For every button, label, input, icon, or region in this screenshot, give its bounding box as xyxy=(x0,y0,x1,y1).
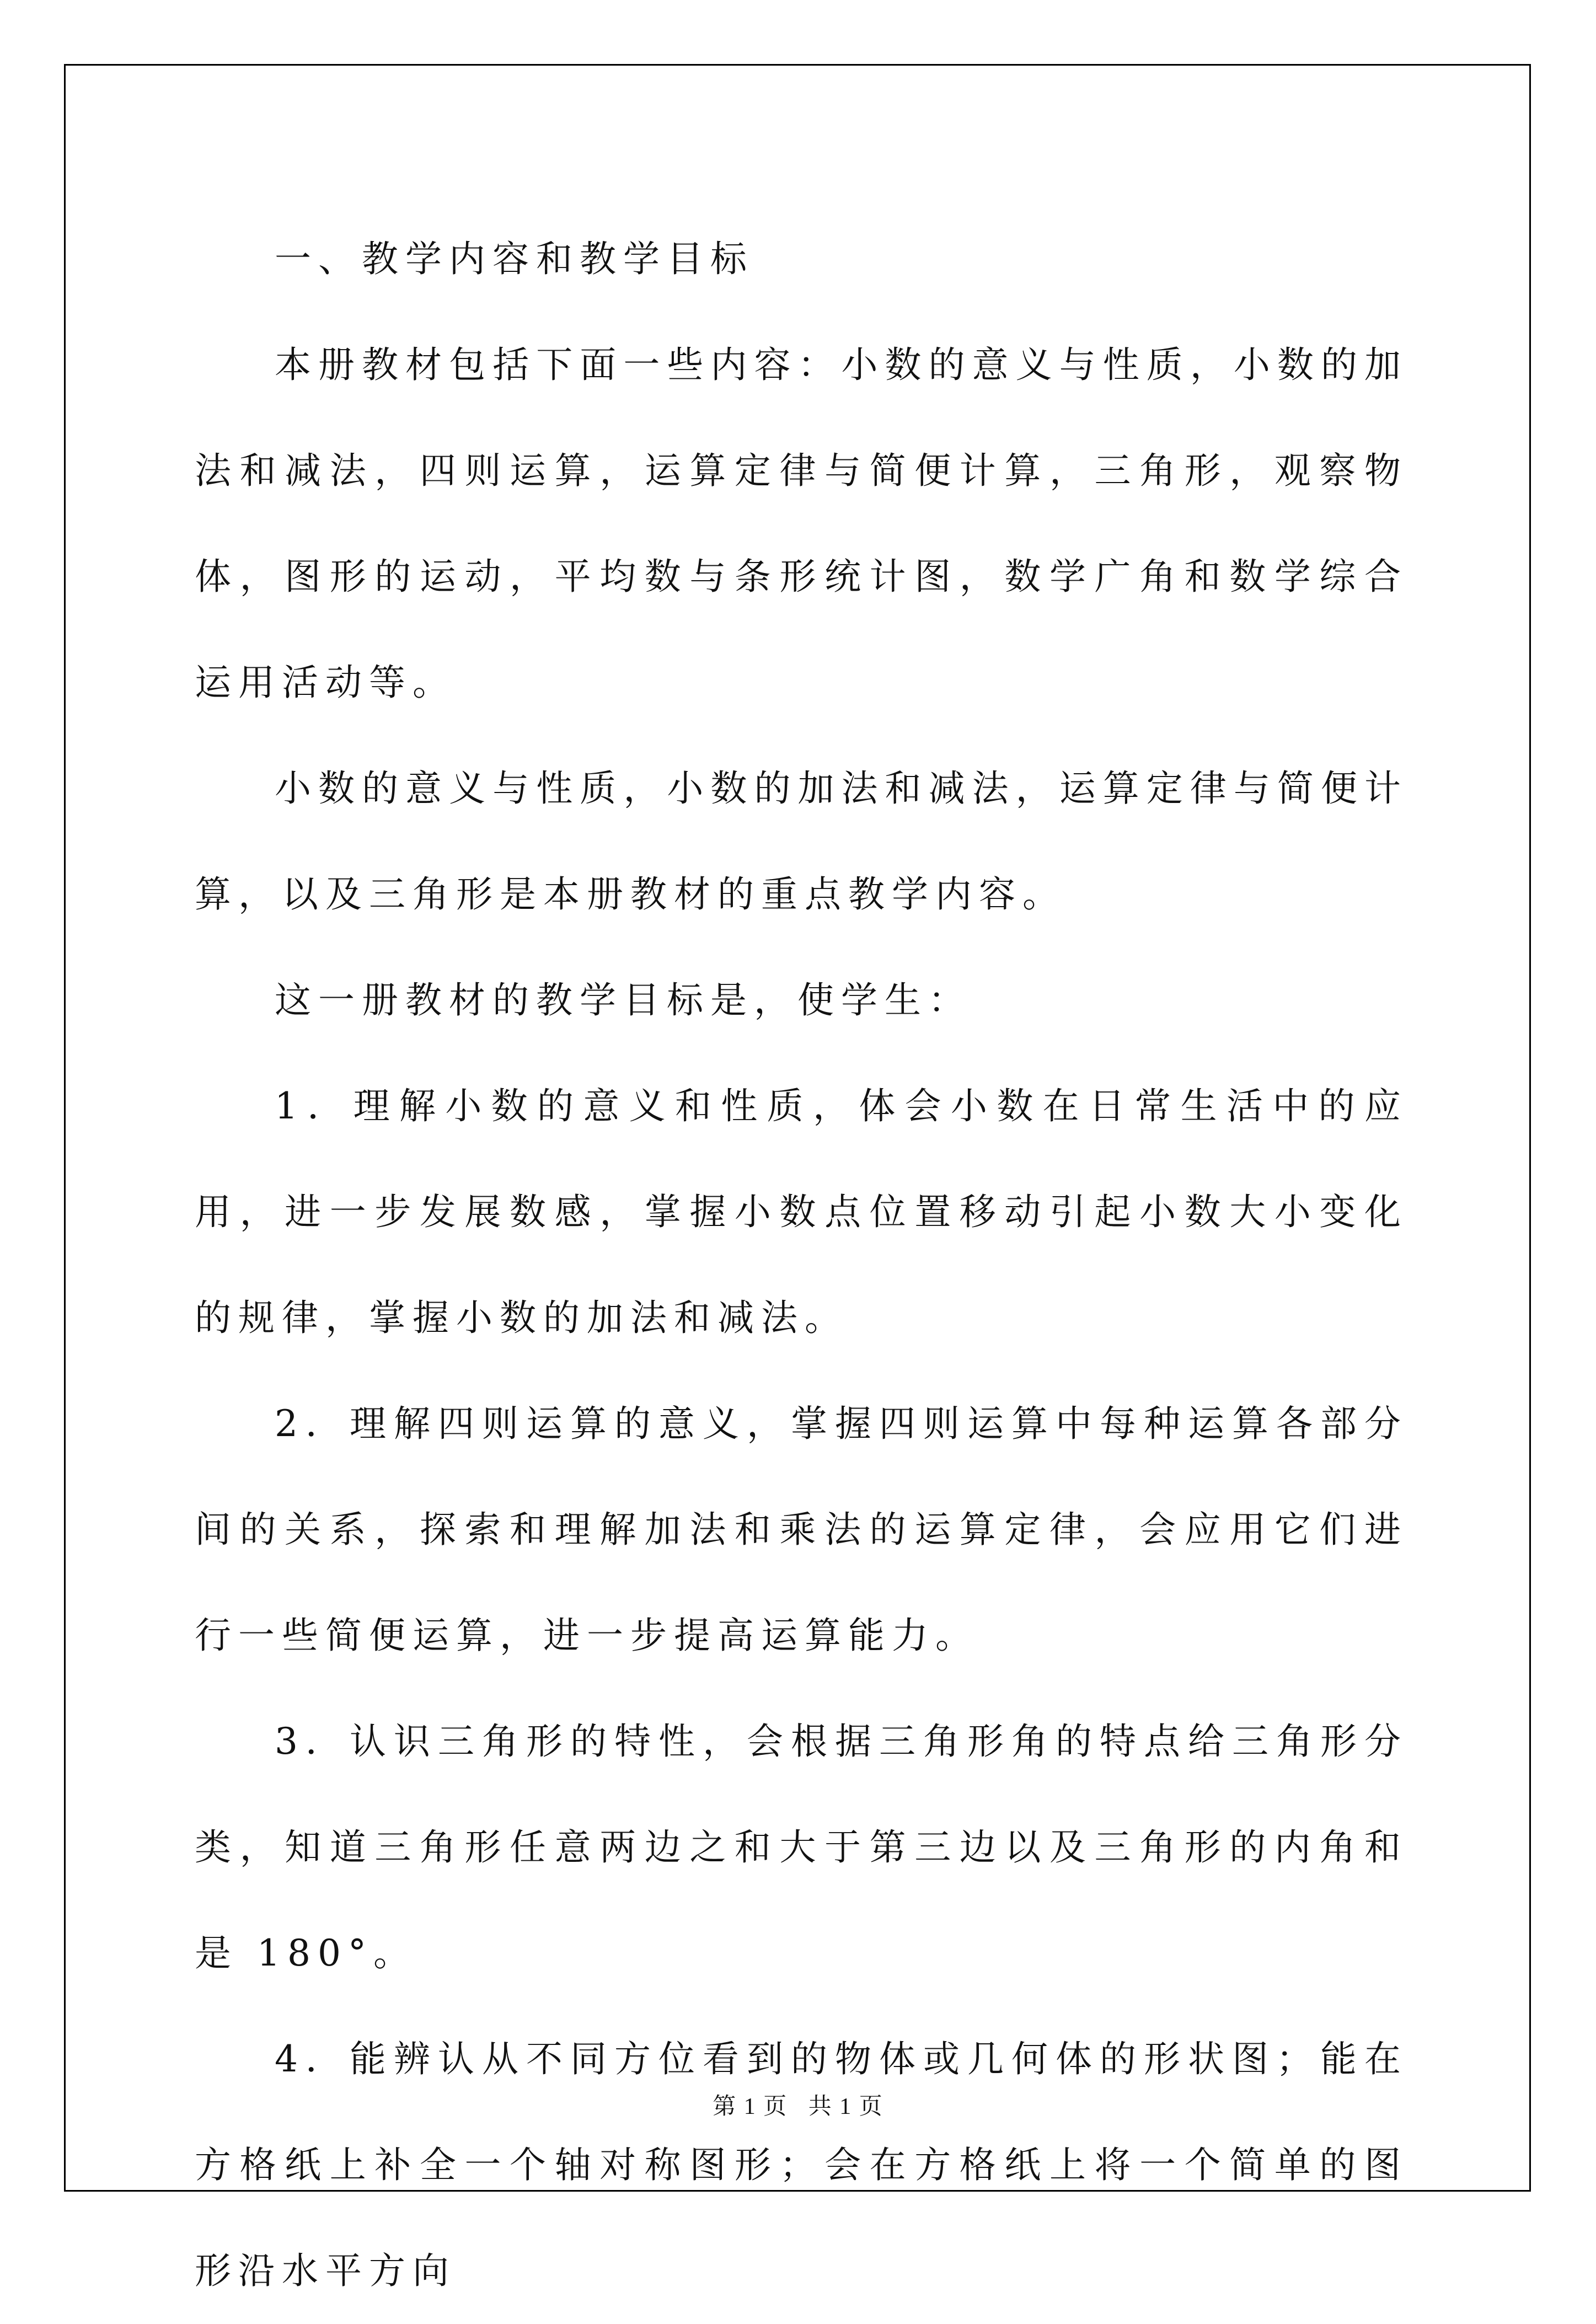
section-heading: 一、教学内容和教学目标 xyxy=(275,238,754,280)
paragraph-objectives-intro: 这一册教材的教学目标是，使学生： xyxy=(275,979,972,1021)
objective-2: 2．理解四则运算的意义，掌握四则运算中每种运算各部分间的关系，探索和理解加法和乘法的运算定律，会应用它们进行一些简便运算，进一步提高运算能力。 xyxy=(195,1402,1408,1657)
objective-1: 1．理解小数的意义和性质，体会小数在日常生活中的应用，进一步发展数感，掌握小数点位置移动引起小数大小变化的规律，掌握小数的加法和减法。 xyxy=(195,1085,1408,1339)
objective-4: 4．能辨认从不同方位看到的物体或几何体的形状图；能在方格纸上补全一个轴对称图形；会在方格纸上将一个简单的图形沿水平方向 xyxy=(195,2038,1408,2292)
document-body xyxy=(195,206,1408,2324)
page-footer xyxy=(0,2088,1596,2121)
paragraph-key-content: 小数的意义与性质，小数的加法和减法，运算定律与简便计算，以及三角形是本册教材的重点教学内容。 xyxy=(195,767,1408,915)
paragraph-contents: 本册教材包括下面一些内容：小数的意义与性质，小数的加法和减法，四则运算，运算定律与简便计算，三角形，观察物体，图形的运动，平均数与条形统计图，数学广角和数学综合运用活动等。 xyxy=(195,344,1408,704)
objective-3: 3．认识三角形的特性，会根据三角形角的特点给三角形分类，知道三角形任意两边之和大于第三边以及三角形的内角和是 180°。 xyxy=(195,1720,1408,1974)
page-total: 共 1 页 xyxy=(808,2094,883,2119)
page-number: 第 1 页 xyxy=(713,2094,788,2119)
